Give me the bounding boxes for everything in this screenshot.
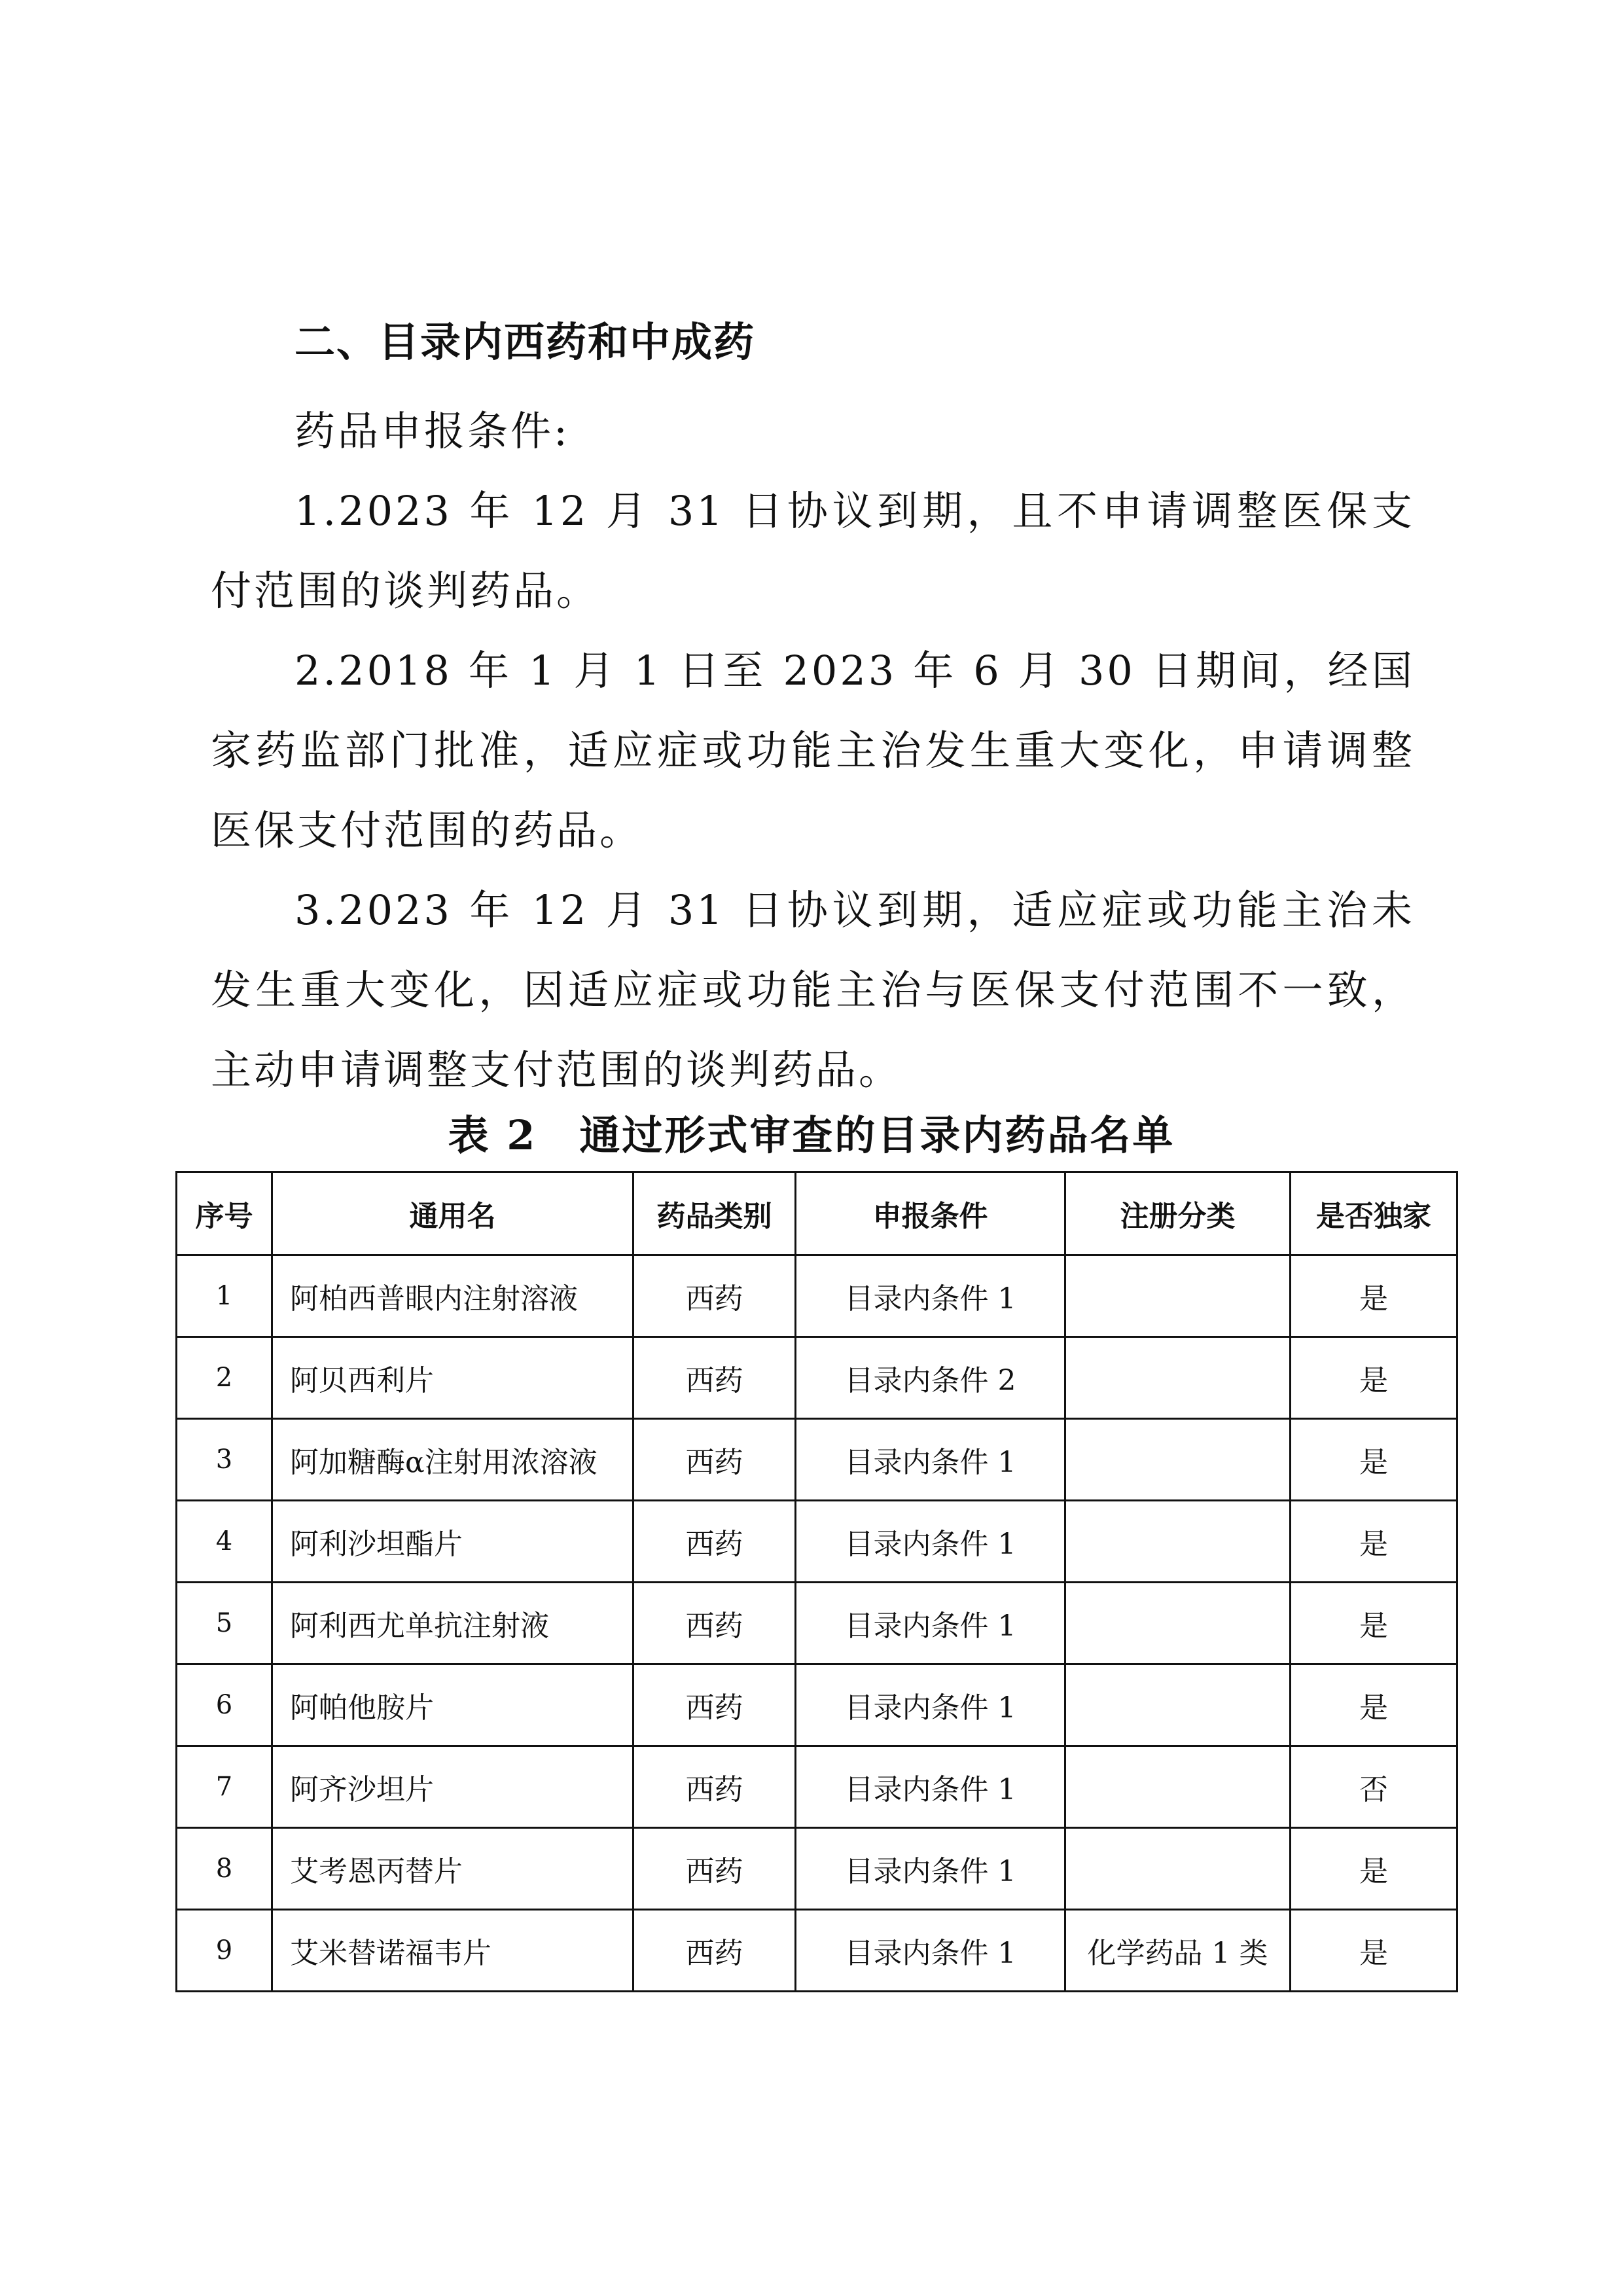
cell-exclusive: 是: [1291, 1419, 1457, 1501]
cell-generic-name: 阿利沙坦酯片: [272, 1501, 633, 1583]
cell-exclusive: 是: [1291, 1828, 1457, 1910]
cell-generic-name: 阿贝西利片: [272, 1337, 633, 1419]
table-row: [177, 1664, 1457, 1746]
cell-drug-category: 西药: [633, 1664, 796, 1746]
cell-application-condition: 目录内条件 1: [796, 1501, 1065, 1583]
cell-generic-name: 阿齐沙坦片: [272, 1746, 633, 1828]
table-row: [177, 1910, 1457, 1992]
cell-registration-class: [1065, 1419, 1291, 1501]
cell-drug-category: 西药: [633, 1746, 796, 1828]
table-row: [177, 1419, 1457, 1501]
cell-drug-category: 西药: [633, 1910, 796, 1992]
table-row: [177, 1583, 1457, 1664]
cell-exclusive: 否: [1291, 1746, 1457, 1828]
cell-registration-class: [1065, 1255, 1291, 1337]
cell-application-condition: 目录内条件 2: [796, 1337, 1065, 1419]
cell-registration-class: [1065, 1583, 1291, 1664]
cell-application-condition: 目录内条件 1: [796, 1746, 1065, 1828]
cell-index: 2: [177, 1337, 272, 1419]
cell-drug-category: 西药: [633, 1828, 796, 1910]
cell-registration-class: 化学药品 1 类: [1065, 1910, 1291, 1992]
cell-registration-class: [1065, 1746, 1291, 1828]
table-row: [177, 1337, 1457, 1419]
cell-registration-class: [1065, 1337, 1291, 1419]
cell-index: 9: [177, 1910, 272, 1992]
cell-exclusive: 是: [1291, 1501, 1457, 1583]
table-row: [177, 1828, 1457, 1910]
cell-index: 8: [177, 1828, 272, 1910]
table-row: [177, 1501, 1457, 1583]
paragraph-condition-2: 2.2018 年 1 月 1 日至 2023 年 6 月 30 日期间，经国家药监部门批准，适应症或功能主治发生重大变化，申请调整医保支付范围的药品。: [211, 647, 1415, 854]
cell-exclusive: 是: [1291, 1583, 1457, 1664]
header-application-condition: 申报条件: [796, 1172, 1065, 1255]
cell-application-condition: 目录内条件 1: [796, 1664, 1065, 1746]
header-exclusive: 是否独家: [1291, 1172, 1457, 1255]
section-heading: 二、目录内西药和中成药: [294, 318, 756, 366]
cell-generic-name: 阿加糖酶α注射用浓溶液: [272, 1419, 633, 1501]
header-index: 序号: [177, 1172, 272, 1255]
paragraph-condition-3: 3.2023 年 12 月 31 日协议到期，适应症或功能主治未发生重大变化，因适应症或功能主治与医保支付范围不一致，主动申请调整支付范围的谈判药品。: [211, 886, 1415, 1094]
cell-registration-class: [1065, 1501, 1291, 1583]
table-header-row: [177, 1172, 1457, 1255]
cell-index: 5: [177, 1583, 272, 1664]
cell-application-condition: 目录内条件 1: [796, 1910, 1065, 1992]
header-registration-class: 注册分类: [1065, 1172, 1291, 1255]
header-generic-name: 通用名: [272, 1172, 633, 1255]
drug-list-table: [175, 1171, 1458, 1992]
cell-drug-category: 西药: [633, 1501, 796, 1583]
cell-exclusive: 是: [1291, 1337, 1457, 1419]
cell-application-condition: 目录内条件 1: [796, 1255, 1065, 1337]
cell-generic-name: 艾考恩丙替片: [272, 1828, 633, 1910]
cell-application-condition: 目录内条件 1: [796, 1583, 1065, 1664]
cell-generic-name: 阿利西尤单抗注射液: [272, 1583, 633, 1664]
cell-exclusive: 是: [1291, 1255, 1457, 1337]
cell-drug-category: 西药: [633, 1255, 796, 1337]
paragraph-condition-1: 1.2023 年 12 月 31 日协议到期，且不申请调整医保支付范围的谈判药品。: [211, 487, 1415, 615]
table-row: [177, 1255, 1457, 1337]
cell-index: 7: [177, 1746, 272, 1828]
cell-application-condition: 目录内条件 1: [796, 1419, 1065, 1501]
cell-index: 3: [177, 1419, 272, 1501]
cell-drug-category: 西药: [633, 1419, 796, 1501]
cell-generic-name: 阿帕他胺片: [272, 1664, 633, 1746]
conditions-text: [211, 391, 1415, 1110]
paragraph-intro: 药品申报条件:: [294, 407, 570, 455]
cell-generic-name: 阿柏西普眼内注射溶液: [272, 1255, 633, 1337]
cell-generic-name: 艾米替诺福韦片: [272, 1910, 633, 1992]
cell-registration-class: [1065, 1828, 1291, 1910]
cell-registration-class: [1065, 1664, 1291, 1746]
table-caption: 表 2 通过形式审查的目录内药品名单: [448, 1111, 1175, 1159]
cell-application-condition: 目录内条件 1: [796, 1828, 1065, 1910]
cell-exclusive: 是: [1291, 1910, 1457, 1992]
table-row: [177, 1746, 1457, 1828]
cell-index: 1: [177, 1255, 272, 1337]
cell-drug-category: 西药: [633, 1337, 796, 1419]
cell-drug-category: 西药: [633, 1583, 796, 1664]
cell-index: 6: [177, 1664, 272, 1746]
cell-index: 4: [177, 1501, 272, 1583]
header-drug-category: 药品类别: [633, 1172, 796, 1255]
cell-exclusive: 是: [1291, 1664, 1457, 1746]
